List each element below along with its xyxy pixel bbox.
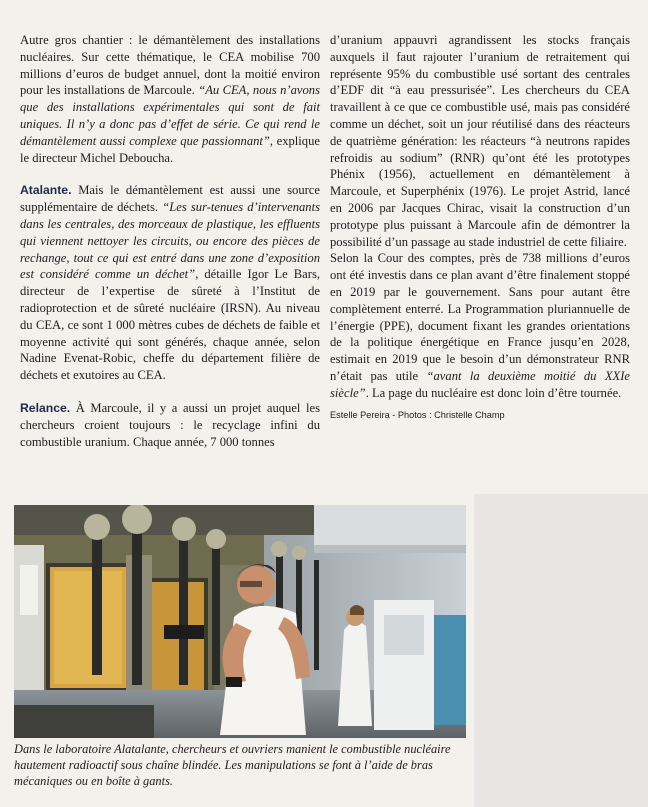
lab-photo [14, 505, 466, 738]
paragraph-demantelement [20, 32, 320, 166]
paragraph-text: À Marcoule, il y a aussi un projet auquel les chercheurs croient toujours : le recyclage infini du combustible uranium. Chaque année, 7 000 tonnes [20, 400, 320, 449]
section-lead-relance: Relance. [20, 400, 71, 415]
paragraph-text: Autre gros chantier : le démantèlement des installations nucléaires. Sur cette thématique, le CEA mobilise 700 millions d’euros de budget annuel, dont la moitié environ pour les installations de Marcoule. [20, 33, 320, 98]
quote-ppe: “avant la deuxième moitié du XXIe siècle” [330, 368, 630, 400]
paragraph-uranium: d’uranium appauvri agrandissent les stocks français auxquels il faut rajouter l’uranium de retraitement qui représente 95% du combustible usé sortant des centrales d’EDF dit “à eau pressurisée”. Les chercheurs du CEA travaillent à ce que ce combustible usé, mais pas considéré comme un déchet, soit un jour réutilisé dans des réacteurs de quatrième génération: les réacteurs “à neutrons rapides refroidis au sodium” (RNR) qu’ont été les prototypes Phénix (1956), actuellement en démantèlement à Marcoule, et Superphénix (1976). Le projet Astrid, lancé en 2006 par Jacques Chirac, visait la construction d’un prototype plus puissant à Marcoule afin de démontrer la possibilité d’un passage au stade industriel de cette filiaire. [330, 33, 630, 249]
page-margin-band [474, 494, 648, 807]
quote-deboucha: “Au CEA, nous n’avons que des installations expérimentales qui sont de fait uniques. Il n’y a donc pas d’effet de série. Ce qui rend le démantèlement aussi complexe que passionnant” [20, 83, 320, 148]
paragraph-cour-des-comptes [330, 250, 630, 401]
article-column-left [20, 32, 320, 450]
section-lead-atalante: Atalante. [20, 183, 72, 198]
lab-photo-illustration [14, 505, 466, 738]
paragraph-text: , explique le directeur Michel Deboucha. [20, 133, 320, 165]
quote-le-bars: “Les sur-tenues d’intervenants dans les centrales, des morceaux de plastique, les effluents qui viennent nettoyer les circuits, ou encore des pièces de rechange, tout ce qui est entré dans une zone d’exposition est considéré comme un déchet” [20, 200, 320, 282]
paragraph-text: , détaille Igor Le Bars, directeur de l’expertise de sûreté à l’Institut de radioprotection et de sûreté nucléaire (IRSN). Au niveau du CEA, ce sont 1 000 mètres cubes de déchets de faible et moyenne activité qui sont générés, chaque année, selon Nadine Evenat-Robic, cheffe du département filière de déchets et exutoires au CEA. [20, 267, 320, 383]
section-atalante [20, 182, 320, 384]
paragraph-text: Mais le démantèlement est aussi une source supplémentaire de déchets. [20, 183, 320, 215]
section-relance [20, 400, 320, 450]
paragraph-text: . La page du nucléaire est donc loin d’être tournée. [365, 385, 622, 400]
author-credit: Estelle Pereira - Photos : Christelle Champ [330, 409, 505, 420]
article-column-right [330, 32, 630, 423]
photo-caption: Dans le laboratoire Alatalante, chercheurs et ouvriers manient le combustible nucléaire hautement radioactif sous chaîne blindée. Les manipulations se font à l’aide de bras mécaniques ou en boîte à gants. [14, 742, 451, 789]
paragraph-text: Selon la Cour des comptes, près de 738 millions d’euros ont été investis dans ce plan avant d’être finalement stoppé en 2019 par le gouvernement. Sans pour autant être complètement enterré. La Programmation pluriannuelle de l’énergie (PPE), document fixant les grandes orientations de la politique énergétique en France jusqu’en 2028, estimait en 2019 que le besoin d’un démonstrateur RNR n’était pas utile [330, 251, 630, 383]
